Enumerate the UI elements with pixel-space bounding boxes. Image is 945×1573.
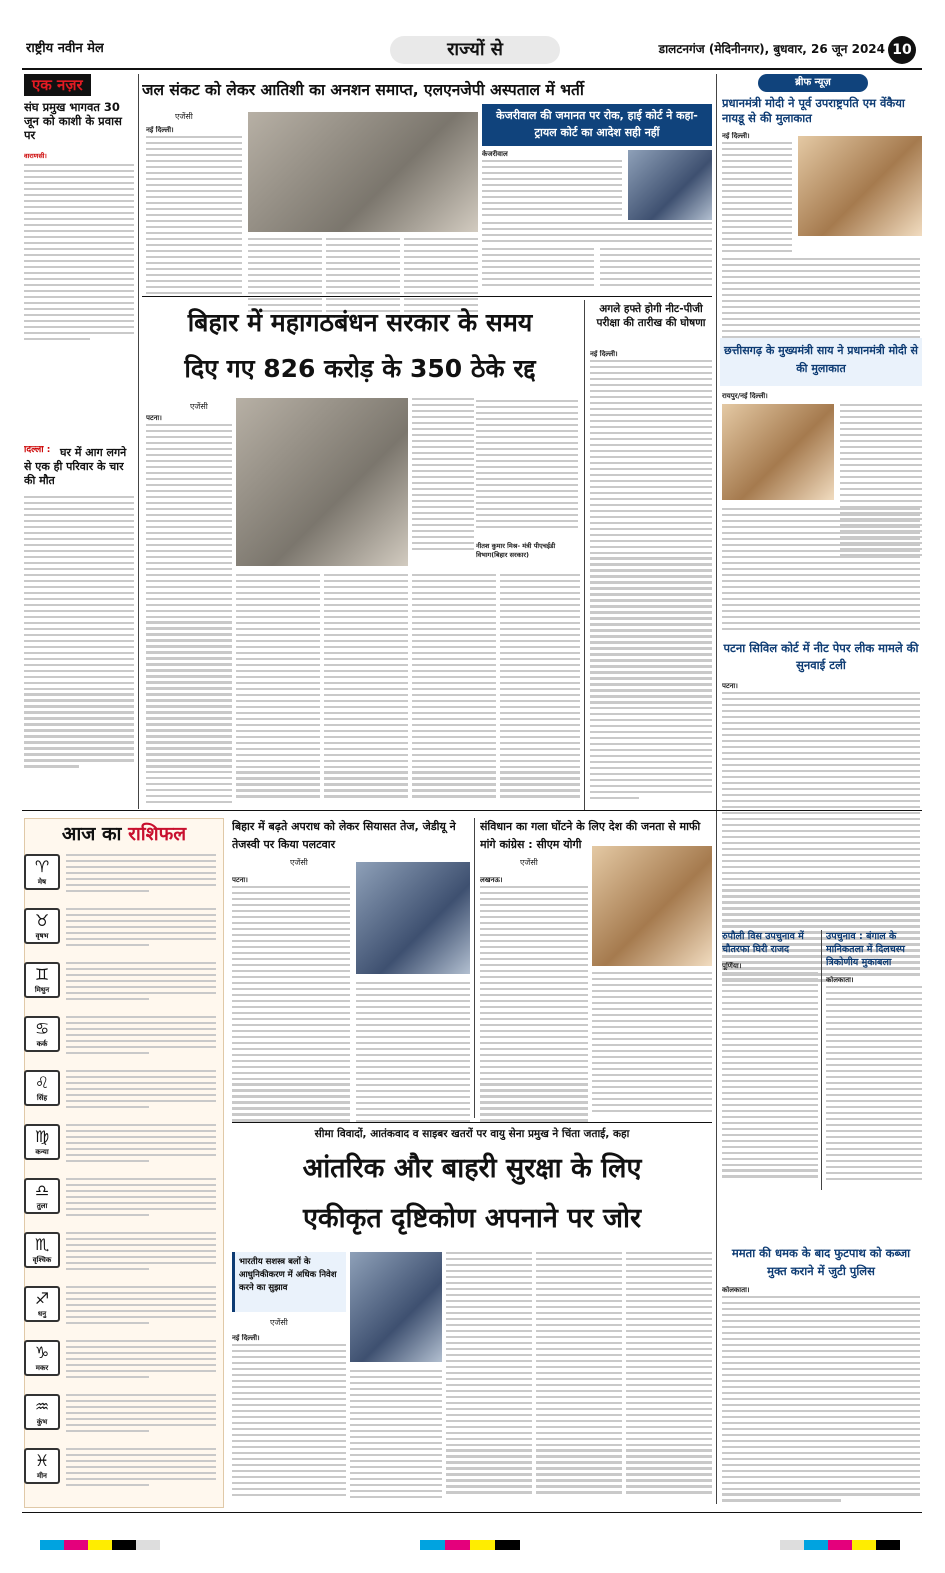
kejriwal-headline-box (482, 104, 712, 146)
bihar-headline-2: दिए गए 826 करोड़ के 350 ठेके रद्द (184, 354, 536, 383)
airforce-chief-photo (350, 1252, 442, 1362)
rashi-row (24, 1230, 219, 1270)
bihar-byline: एजेंसी (190, 402, 208, 411)
yogi-dateline: लखनऊ। (480, 876, 503, 884)
dateline-header: डालटनगंज (मेदिनीनगर), बुधवार, 26 जून 2024 (658, 42, 885, 56)
airforce-col5 (626, 1252, 712, 1497)
zodiac-name: तुला (36, 1202, 48, 1210)
rashi-text (66, 1070, 216, 1112)
rashifal-title (30, 820, 218, 848)
ek-nazar-item2-title: घर में आग लगने से एक ही परिवार के चार की मौत (24, 446, 127, 487)
bihar-col7 (500, 574, 580, 801)
yogi-col2 (592, 972, 712, 1116)
atishi-dateline: नई दिल्ली। (146, 126, 174, 134)
kejriwal-col3 (482, 248, 594, 290)
crime-col2 (356, 982, 470, 1126)
crime-dateline: पटना। (232, 876, 248, 884)
bihar-photo-caption-2: विभाग(बिहार सरकार) (476, 551, 529, 559)
rashi-text (66, 1448, 216, 1490)
zodiac-glyph: ♍ (34, 1127, 50, 1146)
zodiac-icon (24, 1178, 60, 1214)
rashi-text (66, 1016, 216, 1058)
kejriwal-headline: केजरीवाल की जमानत पर रोक, हाई कोर्ट ने कहा- ट्रायल कोर्ट का आदेश सही नहीं (496, 109, 698, 139)
rashi-text (66, 1394, 216, 1436)
ek-nazar-item1-lead: वाराणसी। (24, 152, 47, 160)
brief-news-col1 (722, 142, 792, 256)
zodiac-name: मिथुन (34, 986, 50, 994)
kejriwal-col4 (600, 248, 712, 290)
modi-naidu-photo (798, 136, 922, 236)
brief-news-dateline: नई दिल्ली। (722, 132, 750, 140)
zodiac-glyph: ♊ (34, 965, 50, 984)
bihar-col4 (236, 574, 320, 801)
rashi-row (24, 852, 219, 892)
zodiac-name: वृश्चिक (32, 1256, 52, 1264)
chhattisgarh-headline: छत्तीसगढ़ के मुख्यमंत्री साय ने प्रधानमंत्री मोदी से की मुलाकात (724, 344, 918, 375)
rashi-row (24, 1122, 219, 1162)
column-divider-bengal (821, 930, 822, 1190)
zodiac-name: सिंह (36, 1094, 48, 1102)
crime-headline: बिहार में बढ़ते अपराध को लेकर सियासत तेज, जेडीयू ने तेजस्वी पर किया पलटवार (232, 820, 456, 851)
rashi-text (66, 1286, 216, 1328)
bihar-col3 (476, 400, 578, 532)
bengal-body (826, 986, 922, 1183)
ek-nazar-item1-body (24, 164, 134, 344)
zodiac-icon (24, 1232, 60, 1268)
brief-news-col2 (722, 258, 920, 342)
patna-court-headline: पटना सिविल कोर्ट में नीट पेपर लीक मामले की सुनवाई टली (723, 641, 919, 672)
zodiac-name: मकर (35, 1364, 49, 1372)
mamata-headline: ममता की धमक के बाद फुटपाथ को कब्जा मुक्त कराने में जुटी पुलिस (731, 1246, 911, 1278)
crime-photo (356, 862, 470, 974)
brief-news-headline: प्रधानमंत्री मोदी ने पूर्व उपराष्ट्रपति एम वेंकैया नायडू से की मुलाकात (722, 96, 905, 125)
airforce-pull-box (232, 1252, 346, 1312)
newspaper-brand: राष्ट्रीय नवीन मेल (26, 41, 104, 56)
nitish-mishra-photo (236, 398, 408, 566)
zodiac-glyph: ♒ (34, 1397, 50, 1416)
zodiac-icon (24, 962, 60, 998)
mamata-body (722, 1296, 920, 1505)
zodiac-icon (24, 1448, 60, 1484)
atishi-headline: जल संकट को लेकर आतिशी का अनशन समाप्त, एलएनजेपी अस्पताल में भर्ती (142, 81, 584, 99)
mamata-dateline: कोलकाता। (722, 1286, 750, 1294)
rashi-row (24, 1068, 219, 1108)
registration-colorbar-center (420, 1540, 520, 1550)
airforce-headline-2: एकीकृत दृष्टिकोण अपनाने पर जोर (302, 1203, 642, 1234)
atishi-col1 (146, 136, 242, 298)
zodiac-icon (24, 1394, 60, 1430)
rashi-row (24, 1446, 219, 1486)
ek-nazar-label-a: एक (32, 76, 58, 94)
kejriwal-lead: केजरीवाल (482, 150, 508, 158)
rupauli-headline: रुपौली विस उपचुनाव में चौतरफा घिरी राजद (722, 931, 804, 955)
rashifal-title-b: राशिफल (128, 823, 187, 845)
bihar-photo-caption (476, 542, 578, 560)
rashifal-title-a: आज का (61, 823, 129, 845)
zodiac-icon (24, 908, 60, 944)
zodiac-name: धनु (37, 1310, 47, 1318)
rashi-text (66, 962, 216, 1004)
neet-headline: अगले हफ्ते होगी नीट-पीजी परीक्षा की तारीख की घोषणा (596, 303, 706, 329)
bihar-headline-1: बिहार में महागठबंधन सरकार के समय (187, 308, 533, 337)
row-rule-mid (22, 810, 922, 811)
rashi-text (66, 1232, 216, 1274)
kejriwal-col2 (482, 222, 712, 246)
page-number: 10 (888, 36, 916, 64)
airforce-byline: एजेंसी (270, 1318, 288, 1327)
kejriwal-photo (628, 150, 712, 220)
neet-body (590, 360, 712, 803)
rashi-row (24, 1176, 219, 1216)
chhattisgarh-dateline: रायपुर/नई दिल्ली। (722, 392, 768, 400)
zodiac-glyph: ♉ (34, 911, 50, 930)
zodiac-glyph: ♏ (34, 1235, 50, 1254)
crime-col1 (232, 886, 350, 1125)
ek-nazar-kicker (24, 74, 134, 96)
yogi-photo (592, 846, 712, 966)
rashi-row (24, 1338, 219, 1378)
airforce-kicker: सीमा विवादों, आतंकवाद व साइबर खतरों पर वायु सेना प्रमुख ने चिंता जताई, कहा (314, 1128, 630, 1140)
patna-court-dateline: पटना। (722, 682, 738, 690)
column-divider (138, 74, 139, 809)
airforce-col3 (446, 1252, 532, 1497)
column-divider-right (716, 74, 717, 1504)
rashi-text (66, 1340, 216, 1382)
zodiac-glyph: ♌ (34, 1073, 50, 1092)
airforce-col1 (232, 1344, 346, 1500)
ek-nazar-item2-lead: दिल्ली : (24, 446, 51, 455)
rashi-row (24, 1392, 219, 1432)
rule-airforce (232, 1122, 712, 1123)
bihar-dateline: पटना। (146, 414, 162, 422)
airforce-col4 (536, 1252, 622, 1497)
yogi-byline: एजेंसी (520, 858, 538, 867)
airforce-col2 (350, 1370, 442, 1502)
zodiac-icon (24, 1340, 60, 1376)
zodiac-icon (24, 1070, 60, 1106)
bihar-col1 (146, 424, 232, 807)
bihar-col2 (412, 398, 474, 554)
rule-bihar (142, 296, 712, 297)
zodiac-name: कर्क (36, 1040, 48, 1048)
rashi-row (24, 1284, 219, 1324)
zodiac-glyph: ♐ (34, 1289, 50, 1308)
zodiac-icon (24, 854, 60, 890)
bihar-col5 (324, 574, 408, 801)
rashi-row (24, 906, 219, 946)
rashi-text (66, 1124, 216, 1166)
zodiac-glyph: ♋ (34, 1019, 50, 1038)
rupauli-body (722, 972, 818, 1181)
zodiac-icon (24, 1016, 60, 1052)
chhattisgarh-headline-box (720, 338, 922, 386)
yogi-col1 (480, 886, 588, 1125)
ek-nazar-label-b: नज़र (57, 76, 83, 94)
rashi-text (66, 1178, 216, 1220)
airforce-dateline: नई दिल्ली। (232, 1334, 260, 1342)
zodiac-name: मीन (37, 1472, 47, 1480)
bihar-headline-block (142, 300, 578, 396)
crime-byline: एजेंसी (290, 858, 308, 867)
section-title: राज्यों से (390, 36, 560, 64)
bengal-dateline: कोलकाता। (826, 976, 854, 984)
brief-news-label: ब्रीफ न्यूज़ (758, 74, 868, 92)
zodiac-name: वृषभ (35, 932, 49, 940)
zodiac-icon (24, 1124, 60, 1160)
bengal-headline: उपचुनाव : बंगाल के मानिकतला में दिलचस्प त्रिकोणीय मुकाबला (826, 931, 905, 968)
header-rule (22, 68, 922, 70)
zodiac-glyph: ♎ (34, 1181, 50, 1200)
atishi-photo (248, 112, 478, 232)
sai-modi-photo (722, 404, 834, 500)
airforce-headline-block (232, 1144, 712, 1248)
zodiac-glyph: ♑ (34, 1343, 50, 1362)
atishi-byline: एजेंसी (175, 112, 193, 121)
chhattisgarh-col2 (722, 508, 920, 634)
ek-nazar-item1-title: संघ प्रमुख भागवत 30 जून को काशी के प्रवास पर (24, 100, 122, 142)
zodiac-glyph: ♓ (34, 1451, 50, 1470)
column-divider-neet (584, 300, 585, 810)
registration-colorbar-right (780, 1540, 900, 1550)
bihar-photo-caption-1: नीतश कुमार मिश्र- मंत्री पीएचईडी (476, 542, 556, 550)
registration-colorbar-left (40, 1540, 160, 1550)
neet-dateline: नई दिल्ली। (590, 350, 618, 358)
zodiac-name: कुंभ (36, 1418, 48, 1426)
zodiac-icon (24, 1286, 60, 1322)
airforce-headline-1: आंतरिक और बाहरी सुरक्षा के लिए (302, 1153, 642, 1184)
zodiac-name: मेष (37, 878, 47, 886)
ek-nazar-item2-body (24, 496, 134, 771)
airforce-box-text: भारतीय सशस्त्र बलों के आधुनिकीकरण में अधिक निवेश करने का सुझाव (239, 1257, 337, 1293)
column-divider-yogi (474, 818, 475, 1118)
zodiac-glyph: ♈ (34, 857, 50, 876)
yogi-headline: संविधान का गला घोंटने के लिए देश की जनता से माफी मांगे कांग्रेस : सीएम योगी (480, 820, 701, 851)
rashi-row (24, 960, 219, 1000)
kejriwal-col1 (482, 160, 622, 220)
zodiac-name: कन्या (35, 1148, 49, 1156)
rashi-text (66, 854, 216, 896)
rashi-row (24, 1014, 219, 1054)
rashi-text (66, 908, 216, 950)
footer-rule (22, 1512, 922, 1513)
bihar-col6 (412, 574, 496, 801)
rupauli-dateline: पूर्णिया। (722, 962, 742, 970)
